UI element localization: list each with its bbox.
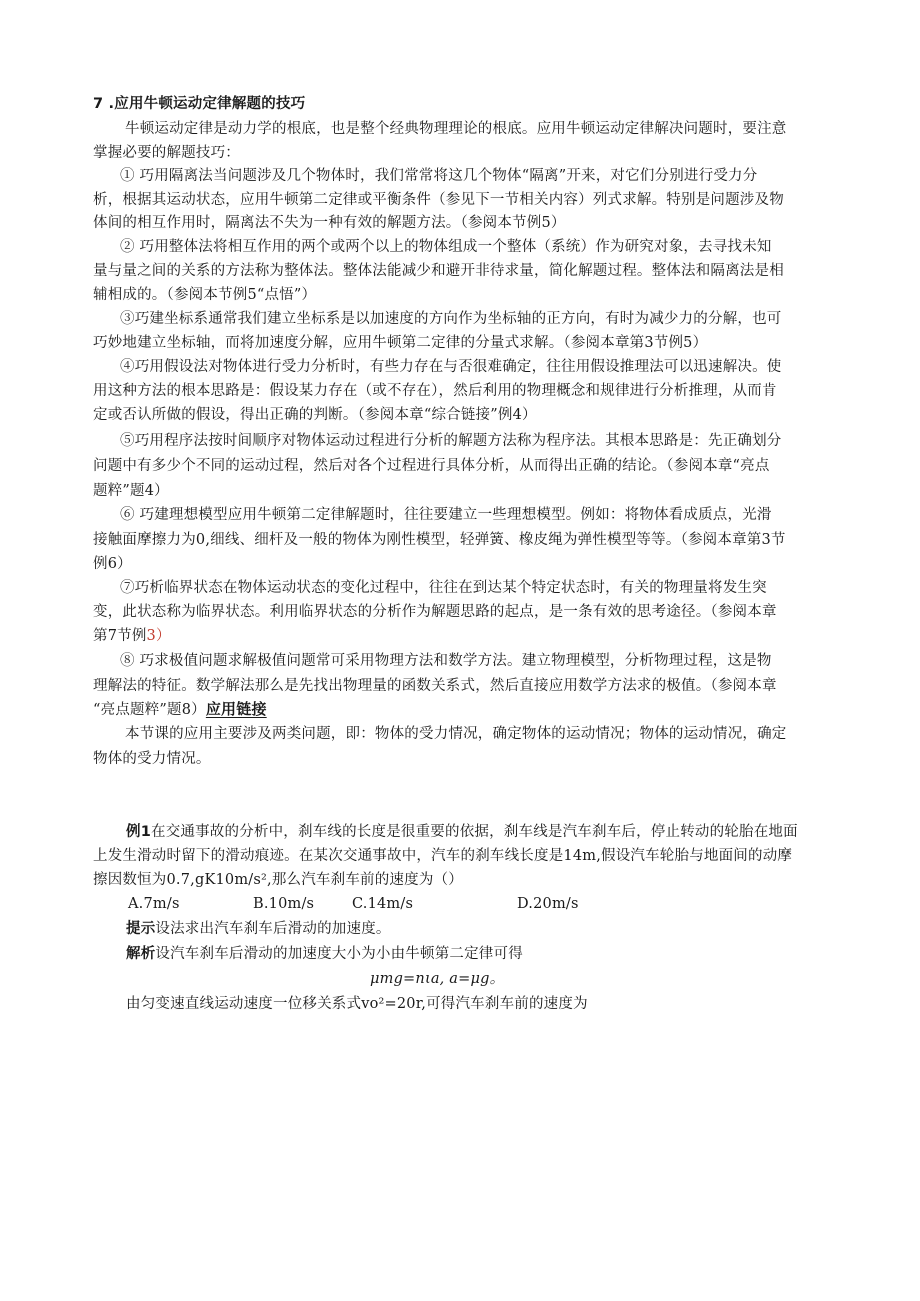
analysis-label: 解析 — [126, 946, 156, 962]
tip-5-line-2: 问题中有多少个不同的运动过程，然后对各个过程进行具体分析，从而得出正确的结论。（参阅本章“亮点 — [93, 458, 770, 474]
example-text-1: 在交通事故的分析中，刹车线的长度是很重要的依据，刹车线是汽车刹车后，停止转动的轮胎在地面 — [151, 824, 798, 840]
example-line-2: 上发生滑动时留下的滑动痕迹。在某次交通事故中，汽车的刹车线长度是14m,假设汽车轮胎与地面间的动摩 — [93, 848, 793, 864]
tip-2-line-1: ② 巧用整体法将相互作用的两个或两个以上的物体组成一个整体（系统）作为研究对象，去寻找未知 — [120, 239, 772, 255]
tip-2-line-2: 量与量之间的关系的方法称为整体法。整体法能减少和避开非待求量，简化解题过程。整体法和隔离法是相 — [93, 263, 784, 279]
tip-7-ref-prefix: 第7节例 — [93, 628, 147, 644]
application-heading: 应用链接 — [205, 700, 267, 718]
hint-label: 提示 — [126, 921, 156, 937]
section-heading: 7 .应用牛顿运动定律解题的技巧 — [93, 96, 306, 112]
option-b: B.10m/s — [253, 896, 315, 912]
tip-7-ref-number: 3） — [146, 628, 171, 644]
tip-1-line-1: ① 巧用隔离法当问题涉及几个物体时，我们常常将这几个物体“隔离”开来，对它们分别进行受力分 — [120, 168, 758, 184]
tip-8-line-3 — [93, 699, 267, 720]
tip-4-line-1: ④巧用假设法对物体进行受力分析时，有些力存在与否很难确定，往往用假设推理法可以迅速解决。使 — [120, 359, 782, 375]
tip-2-line-3: 辅相成的。（参阅本节例5“点悟”） — [93, 287, 317, 303]
tip-6-line-3: 例6） — [93, 556, 132, 572]
option-c: C.14m/s — [352, 896, 414, 912]
option-a: A.7m/s — [128, 896, 180, 912]
hint-text: 设法求出汽车刹车后滑动的加速度。 — [155, 921, 391, 937]
intro-line-2: 掌握必要的解题技巧： — [93, 145, 240, 161]
tip-7-line-1: ⑦巧析临界状态在物体运动状态的变化过程中，往往在到达某个特定状态时，有关的物理量将发生突 — [120, 580, 767, 596]
formula: μmg=nιa, a=μg。 — [370, 971, 505, 987]
intro-line-1: 牛顿运动定律是动力学的根底，也是整个经典物理理论的根底。应用牛顿运动定律解决问题时，要注意 — [125, 121, 787, 137]
analysis-text: 设汽车刹车后滑动的加速度大小为小由牛顿第二定律可得 — [155, 946, 523, 962]
tip-3-line-2: 巧妙地建立坐标轴，而将加速度分解，应用牛顿第二定律的分量式求解。（参阅本章第3节例5） — [93, 335, 708, 351]
tip-8-line-1: ⑧ 巧求极值问题求解极值问题常可采用物理方法和数学方法。建立物理模型，分析物理过程，这是物 — [120, 653, 772, 669]
hint-line — [126, 919, 391, 939]
tip-6-line-2: 接触面摩擦力为0,细线、细杆及一般的物体为刚性模型，轻弹簧、橡皮绳为弹性模型等等。（参阅本章第3节 — [93, 532, 786, 548]
option-d: D.20m/s — [517, 896, 579, 912]
tip-8-ref: “亮点题粹”题8） — [93, 702, 206, 718]
tip-4-line-3: 定或否认所做的假设，得出正确的判断。（参阅本章“综合链接”例4） — [93, 407, 537, 423]
tip-5-line-1: ⑤巧用程序法按时间顺序对物体运动过程进行分析的解题方法称为程序法。其根本思路是：先正确划分 — [120, 433, 782, 449]
tip-3-line-1: ③巧建坐标系通常我们建立坐标系是以加速度的方向作为坐标轴的正方向，有时为减少力的分解，也可 — [120, 311, 782, 327]
tip-7-line-2: 变，此状态称为临界状态。利用临界状态的分析作为解题思路的起点，是一条有效的思考途径。（参阅本章 — [93, 604, 777, 620]
example-line-3: 擦因数恒为0.7,gK10m/s²,那么汽车刹车前的速度为（） — [93, 872, 463, 888]
example-label: 例1 — [126, 824, 151, 840]
example-line-1 — [126, 822, 798, 842]
application-line-1: 本节课的应用主要涉及两类问题，即：物体的受力情况，确定物体的运动情况；物体的运动情况，确定 — [125, 726, 787, 742]
tip-6-line-1: ⑥ 巧建理想模型应用牛顿第二定律解题时，往往要建立一些理想模型。例如：将物体看成质点，光滑 — [120, 507, 772, 523]
application-line-2: 物体的受力情况。 — [93, 751, 211, 767]
tip-1-line-3: 体间的相互作用时，隔离法不失为一种有效的解题方法。（参阅本节例5） — [93, 215, 566, 231]
velocity-relation-line: 由匀变速直线运动速度一位移关系式vo²=20r,可得汽车刹车前的速度为 — [126, 996, 588, 1012]
tip-5-line-3: 题粹”题4） — [93, 483, 169, 499]
analysis-line — [126, 944, 523, 964]
tip-8-line-2: 理解法的特征。数学解法那么是先找出物理量的函数关系式，然后直接应用数学方法求的极值。（参阅本章 — [93, 678, 777, 694]
tip-7-line-3 — [93, 626, 171, 646]
tip-1-line-2: 析，根据其运动状态，应用牛顿第二定律或平衡条件（参见下一节相关内容）列式求解。特别是问题涉及物 — [93, 192, 784, 208]
tip-4-line-2: 用这种方法的根本思路是：假设某力存在（或不存在），然后利用的物理概念和规律进行分析推理，从而肯 — [93, 383, 777, 399]
